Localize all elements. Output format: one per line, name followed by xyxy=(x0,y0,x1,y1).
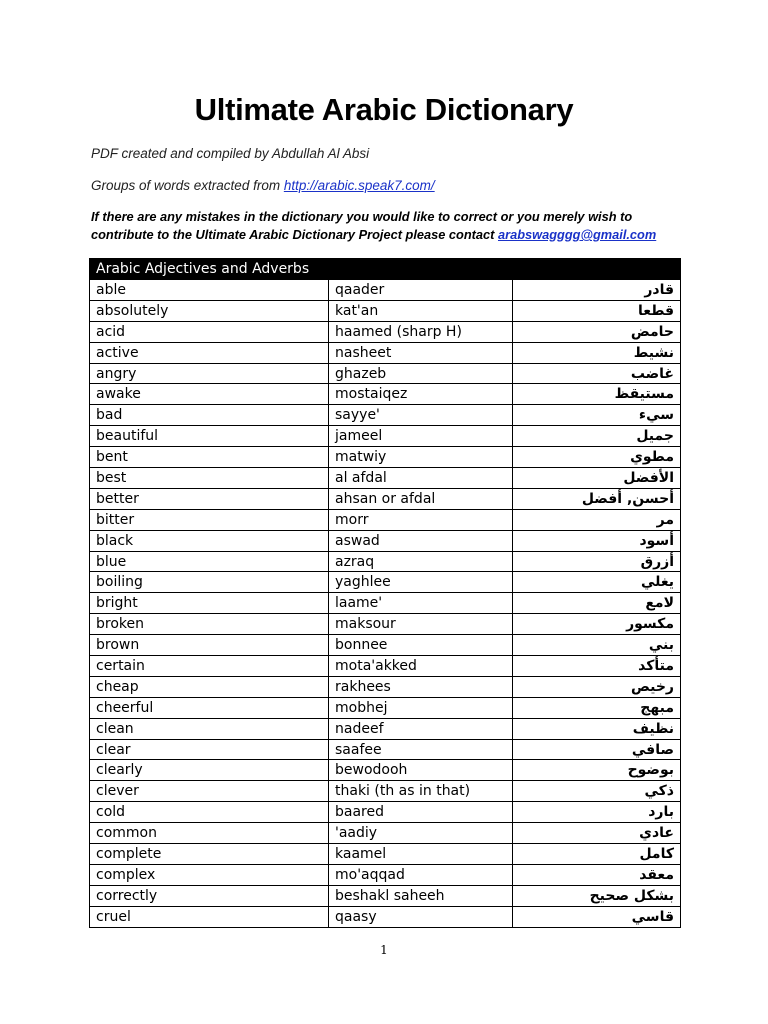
arabic-word: يغلي xyxy=(513,572,681,593)
english-word: best xyxy=(90,468,329,489)
arabic-word: أسود xyxy=(513,530,681,551)
table-row xyxy=(90,509,681,530)
arabic-word: بوضوح xyxy=(513,760,681,781)
arabic-word: معقد xyxy=(513,864,681,885)
document-title: Ultimate Arabic Dictionary xyxy=(194,92,574,127)
english-word: bright xyxy=(90,593,329,614)
english-word: clever xyxy=(90,781,329,802)
transliteration: rakhees xyxy=(329,676,513,697)
table-row xyxy=(90,906,681,927)
transliteration: matwiy xyxy=(329,447,513,468)
transliteration: morr xyxy=(329,509,513,530)
english-word: bent xyxy=(90,447,329,468)
english-word: complete xyxy=(90,844,329,865)
table-row xyxy=(90,426,681,447)
table-row xyxy=(90,572,681,593)
transliteration: mostaiqez xyxy=(329,384,513,405)
arabic-word: مكسور xyxy=(513,614,681,635)
arabic-word: غاضب xyxy=(513,363,681,384)
arabic-word: قادر xyxy=(513,280,681,301)
arabic-word: سيء xyxy=(513,405,681,426)
table-row xyxy=(90,488,681,509)
english-word: cruel xyxy=(90,906,329,927)
transliteration: nasheet xyxy=(329,342,513,363)
transliteration: maksour xyxy=(329,614,513,635)
table-row xyxy=(90,342,681,363)
english-word: angry xyxy=(90,363,329,384)
table-row xyxy=(90,823,681,844)
transliteration: qaasy xyxy=(329,906,513,927)
english-word: common xyxy=(90,823,329,844)
english-word: cold xyxy=(90,802,329,823)
transliteration: aswad xyxy=(329,530,513,551)
transliteration: mota'akked xyxy=(329,656,513,677)
arabic-word: صافي xyxy=(513,739,681,760)
table-row xyxy=(90,697,681,718)
english-word: certain xyxy=(90,656,329,677)
english-word: brown xyxy=(90,635,329,656)
transliteration: qaader xyxy=(329,280,513,301)
english-word: better xyxy=(90,488,329,509)
arabic-word: مر xyxy=(513,509,681,530)
transliteration: bewodooh xyxy=(329,760,513,781)
english-word: clean xyxy=(90,718,329,739)
table-row xyxy=(90,614,681,635)
table-row xyxy=(90,405,681,426)
transliteration: thaki (th as in that) xyxy=(329,781,513,802)
contact-text: If there are any mistakes in the dictionary you would like to correct or you merely wish to contribute to the Ultimate Arabic Dictionary Project please contact xyxy=(91,209,633,242)
arabic-word: نظيف xyxy=(513,718,681,739)
transliteration: azraq xyxy=(329,551,513,572)
arabic-word: مستيقظ xyxy=(513,384,681,405)
transliteration: al afdal xyxy=(329,468,513,489)
table-row xyxy=(90,718,681,739)
english-word: broken xyxy=(90,614,329,635)
transliteration: kat'an xyxy=(329,300,513,321)
arabic-word: رخيص xyxy=(513,676,681,697)
source-line xyxy=(91,178,435,193)
english-word: clear xyxy=(90,739,329,760)
table-row xyxy=(90,656,681,677)
transliteration: laame' xyxy=(329,593,513,614)
english-word: cheap xyxy=(90,676,329,697)
arabic-word: قاسي xyxy=(513,906,681,927)
english-word: able xyxy=(90,280,329,301)
arabic-word: نشيط xyxy=(513,342,681,363)
english-word: awake xyxy=(90,384,329,405)
transliteration: beshakl saheeh xyxy=(329,885,513,906)
transliteration: ghazeb xyxy=(329,363,513,384)
transliteration: kaamel xyxy=(329,844,513,865)
arabic-word: حامض xyxy=(513,321,681,342)
table-row xyxy=(90,468,681,489)
english-word: cheerful xyxy=(90,697,329,718)
table-header-row xyxy=(90,259,681,280)
page-number: 1 xyxy=(380,943,388,957)
transliteration: nadeef xyxy=(329,718,513,739)
transliteration: mo'aqqad xyxy=(329,864,513,885)
table-row xyxy=(90,280,681,301)
contact-email-link[interactable]: arabswagggg@gmail.com xyxy=(497,227,657,242)
table-row xyxy=(90,635,681,656)
transliteration: saafee xyxy=(329,739,513,760)
table-row xyxy=(90,363,681,384)
table-row xyxy=(90,864,681,885)
table-row xyxy=(90,593,681,614)
table-row xyxy=(90,739,681,760)
english-word: correctly xyxy=(90,885,329,906)
arabic-word: قطعا xyxy=(513,300,681,321)
transliteration: mobhej xyxy=(329,697,513,718)
arabic-word: لامع xyxy=(513,593,681,614)
transliteration: ahsan or afdal xyxy=(329,488,513,509)
transliteration: baared xyxy=(329,802,513,823)
english-word: bad xyxy=(90,405,329,426)
source-link[interactable]: http://arabic.speak7.com/ xyxy=(283,178,435,193)
arabic-word: بني xyxy=(513,635,681,656)
transliteration: haamed (sharp H) xyxy=(329,321,513,342)
arabic-word: ذكي xyxy=(513,781,681,802)
english-word: black xyxy=(90,530,329,551)
table-row xyxy=(90,321,681,342)
arabic-word: متأكد xyxy=(513,656,681,677)
table-row xyxy=(90,300,681,321)
transliteration: yaghlee xyxy=(329,572,513,593)
transliteration: bonnee xyxy=(329,635,513,656)
source-prefix: Groups of words extracted from xyxy=(91,178,284,193)
arabic-word: عادي xyxy=(513,823,681,844)
arabic-word: جميل xyxy=(513,426,681,447)
table-header: Arabic Adjectives and Adverbs xyxy=(90,259,681,280)
arabic-word: بشكل صحيح xyxy=(513,885,681,906)
contact-paragraph xyxy=(91,208,691,244)
table-row xyxy=(90,802,681,823)
table-row xyxy=(90,760,681,781)
english-word: beautiful xyxy=(90,426,329,447)
english-word: complex xyxy=(90,864,329,885)
english-word: absolutely xyxy=(90,300,329,321)
table-row xyxy=(90,384,681,405)
credit-line: PDF created and compiled by Abdullah Al Absi xyxy=(91,146,370,161)
table-row xyxy=(90,781,681,802)
transliteration: jameel xyxy=(329,426,513,447)
transliteration: 'aadiy xyxy=(329,823,513,844)
arabic-word: كامل xyxy=(513,844,681,865)
english-word: bitter xyxy=(90,509,329,530)
arabic-word: الأفضل xyxy=(513,468,681,489)
arabic-word: بارد xyxy=(513,802,681,823)
table-row xyxy=(90,551,681,572)
table-row xyxy=(90,676,681,697)
table-row xyxy=(90,885,681,906)
english-word: clearly xyxy=(90,760,329,781)
arabic-word: مطوي xyxy=(513,447,681,468)
table-row xyxy=(90,844,681,865)
english-word: boiling xyxy=(90,572,329,593)
english-word: active xyxy=(90,342,329,363)
table-row xyxy=(90,447,681,468)
english-word: acid xyxy=(90,321,329,342)
arabic-word: أزرق xyxy=(513,551,681,572)
english-word: blue xyxy=(90,551,329,572)
transliteration: sayye' xyxy=(329,405,513,426)
dictionary-table xyxy=(89,258,681,928)
arabic-word: أحسن, أفضل xyxy=(513,488,681,509)
table-row xyxy=(90,530,681,551)
arabic-word: مبهج xyxy=(513,697,681,718)
